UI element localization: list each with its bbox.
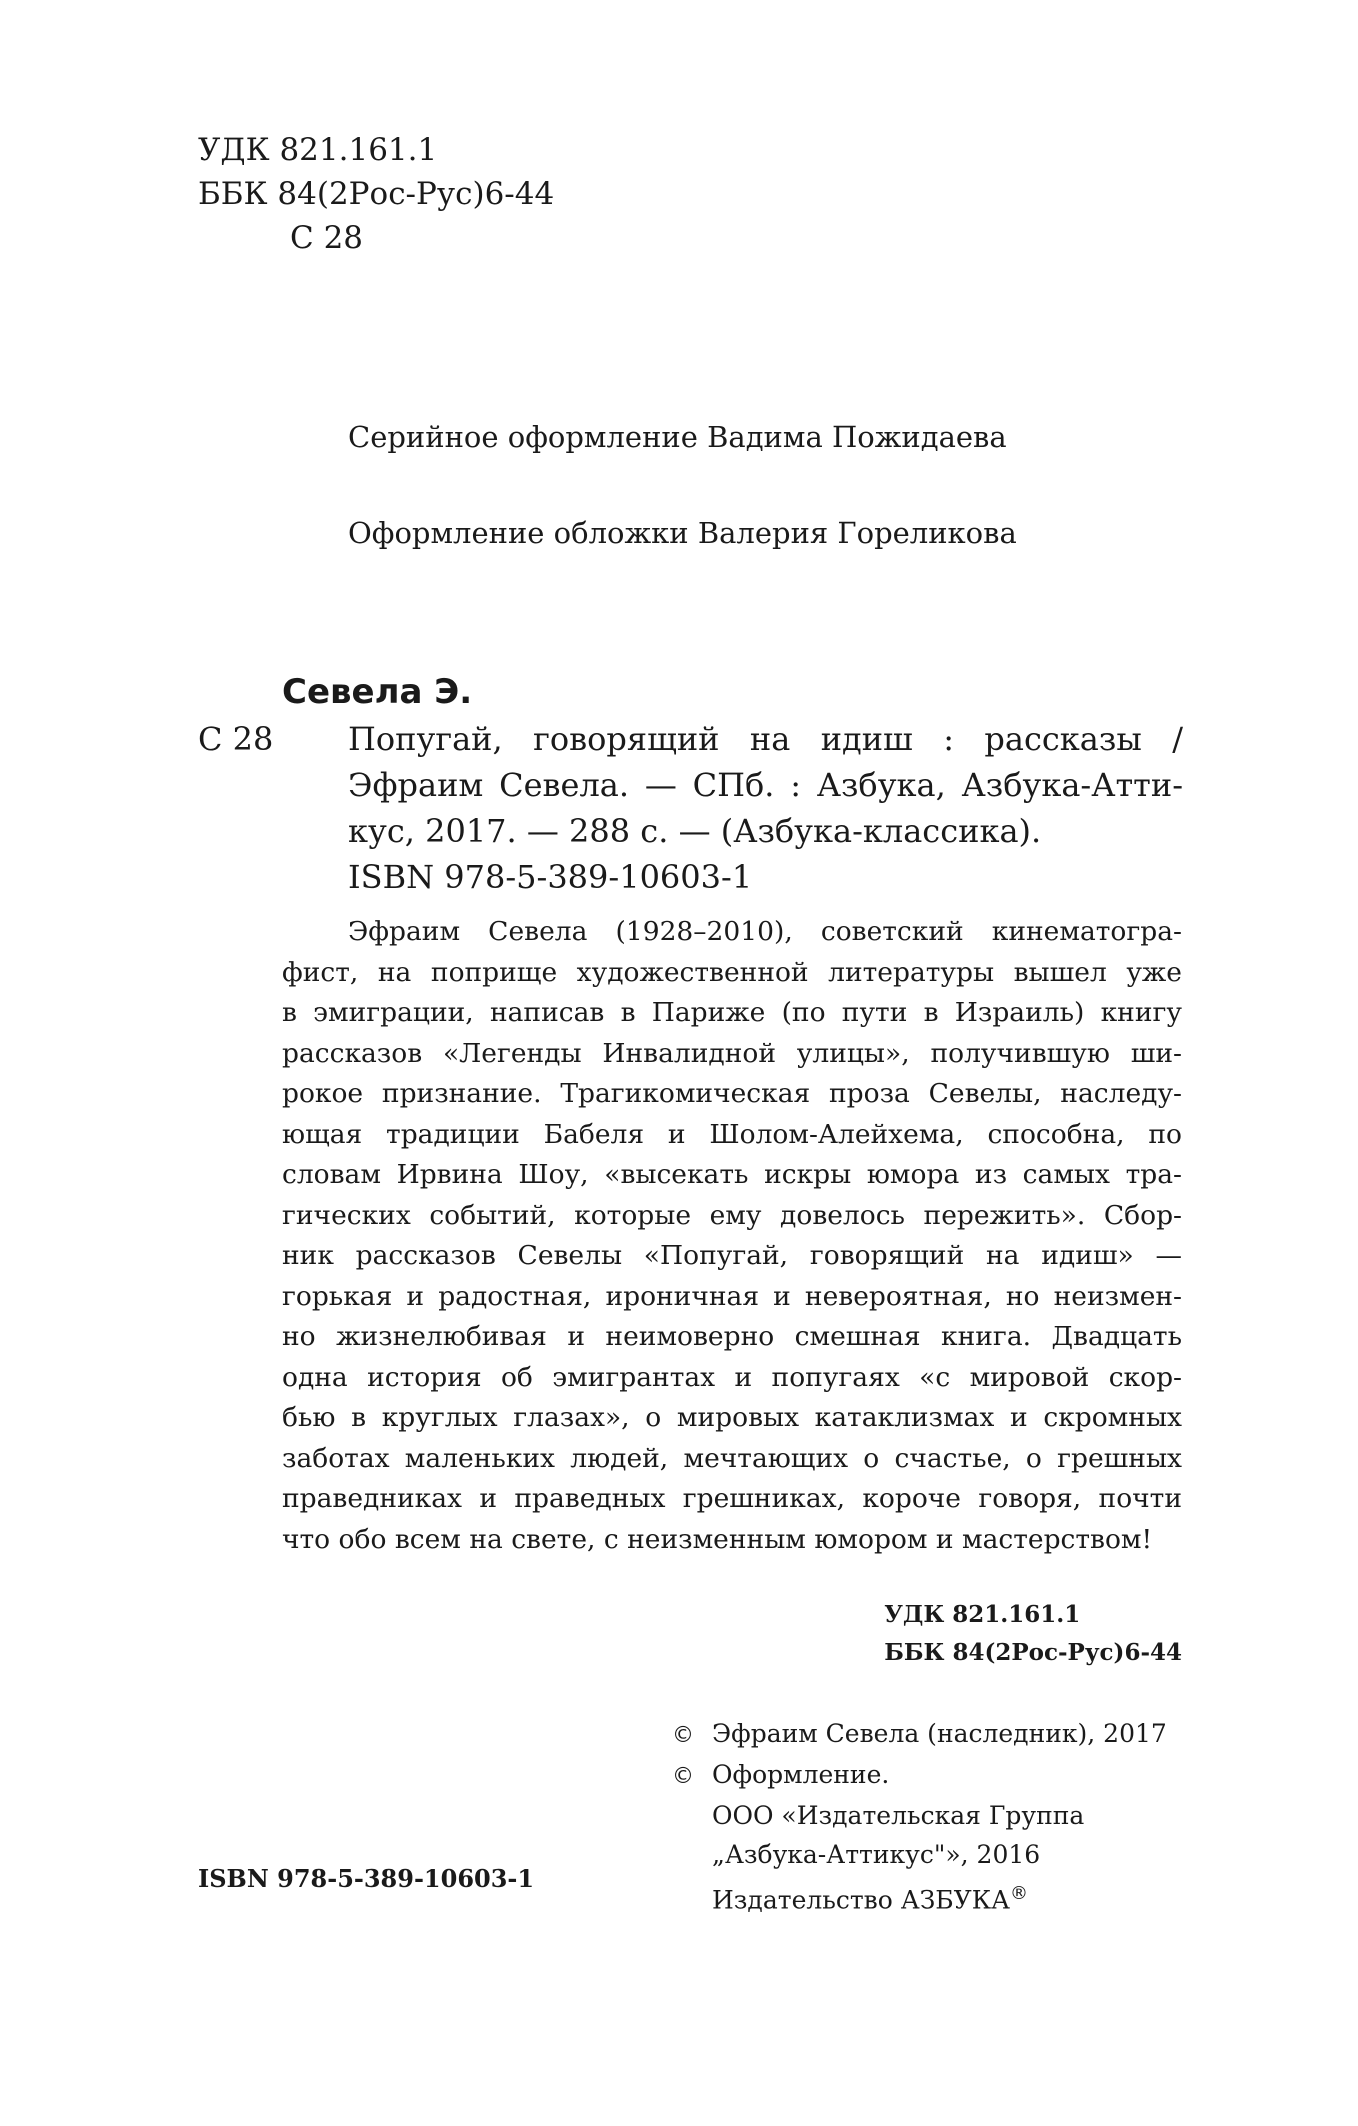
cover-design-credit: Оформление обложки Валерия Гореликова [348, 516, 1017, 550]
author-mark: С 28 [290, 220, 364, 256]
copyright-block [672, 1714, 1167, 1919]
annotation-line: Эфраим Севела (1928–2010), советский кинематогра- [348, 916, 1182, 947]
copyright-heir: Эфраим Севела (наследник), 2017 [712, 1719, 1167, 1748]
annotation-line: горькая и радостная, ироничная и невероятная, но неизмен- [282, 1280, 1182, 1312]
annotation-line: рокое признание. Трагикомическая проза Севелы, наследу- [282, 1078, 1182, 1109]
copyright-icon: © [672, 1723, 694, 1748]
catalog-isbn: ISBN 978-5-389-10603-1 [348, 858, 753, 896]
annotation-line: словам Ирвина Шоу, «высекать искры юмора из самых тра- [282, 1159, 1182, 1190]
annotation-line: заботах маленьких людей, мечтающих о счастье, о грешных [282, 1442, 1182, 1474]
catalog-line: кус, 2017. — 288 с. — (Азбука-классика). [348, 812, 1042, 850]
copyright-publisher-line [672, 1874, 1167, 1919]
copyright-publisher-line: ООО «Издательская Группа [712, 1801, 1085, 1830]
annotation-text [282, 912, 1182, 1560]
catalog-line: Эфраим Севела. — СПб. : Азбука, Азбука-Атти- [348, 766, 1183, 804]
author-heading: Севела Э. [282, 672, 473, 712]
bottom-classification-codes [884, 1596, 1182, 1672]
annotation-line: одна история об эмигрантах и попугаях «с мировой скор- [282, 1361, 1182, 1393]
copyright-icon: © [672, 1764, 694, 1789]
annotation-line: ник рассказов Севелы «Попугай, говорящий на идиш» — [282, 1240, 1182, 1271]
bottom-bbk-code: ББК 84(2Рос-Рус)6-44 [884, 1639, 1182, 1666]
classification-codes [198, 128, 554, 260]
annotation-line: ющая традиции Бабеля и Шолом-Алейхема, способна, по [282, 1118, 1182, 1150]
annotation-line: но жизнелюбивая и неимоверно смешная книга. Двадцать [282, 1321, 1182, 1352]
bottom-udk-code: УДК 821.161.1 [884, 1601, 1081, 1628]
catalog-line: Попугай, говорящий на идиш : рассказы / [348, 720, 1183, 758]
series-design-credit: Серийное оформление Вадима Пожидаева [348, 420, 1007, 454]
catalog-author-mark: С 28 [198, 720, 274, 758]
bbk-code: ББК 84(2Рос-Рус)6-44 [198, 176, 555, 212]
annotation-line: что обо всем на свете, с неизменным юмором и мастерством! [282, 1523, 1153, 1555]
publisher-name: Издательство АЗБУКА [712, 1885, 1010, 1915]
copyright-row [672, 1714, 1167, 1755]
annotation-line: бью в круглых глазах», о мировых катаклизмах и скромных [282, 1402, 1182, 1433]
annotation-line: праведниках и праведных грешниках, короче говоря, почти [282, 1483, 1182, 1514]
catalog-entry [198, 716, 1183, 900]
registered-trademark-icon: ® [1010, 1883, 1028, 1904]
annotation-line: фист, на поприще художественной литературы вышел уже [282, 956, 1182, 988]
annotation-line: в эмиграции, написав в Париже (по пути в Израиль) книгу [282, 997, 1182, 1028]
bottom-isbn: ISBN 978-5-389-10603-1 [198, 1864, 535, 1893]
copyright-publisher-line: „Азбука-Аттикус"», 2016 [712, 1840, 1041, 1869]
annotation-line: гических событий, которые ему довелось пережить». Сбор- [282, 1199, 1182, 1231]
annotation-line: рассказов «Легенды Инвалидной улицы», получившую ши- [282, 1037, 1182, 1069]
udk-code: УДК 821.161.1 [198, 132, 438, 168]
copyright-design: Оформление. [712, 1760, 890, 1789]
copyright-row [672, 1755, 1167, 1796]
